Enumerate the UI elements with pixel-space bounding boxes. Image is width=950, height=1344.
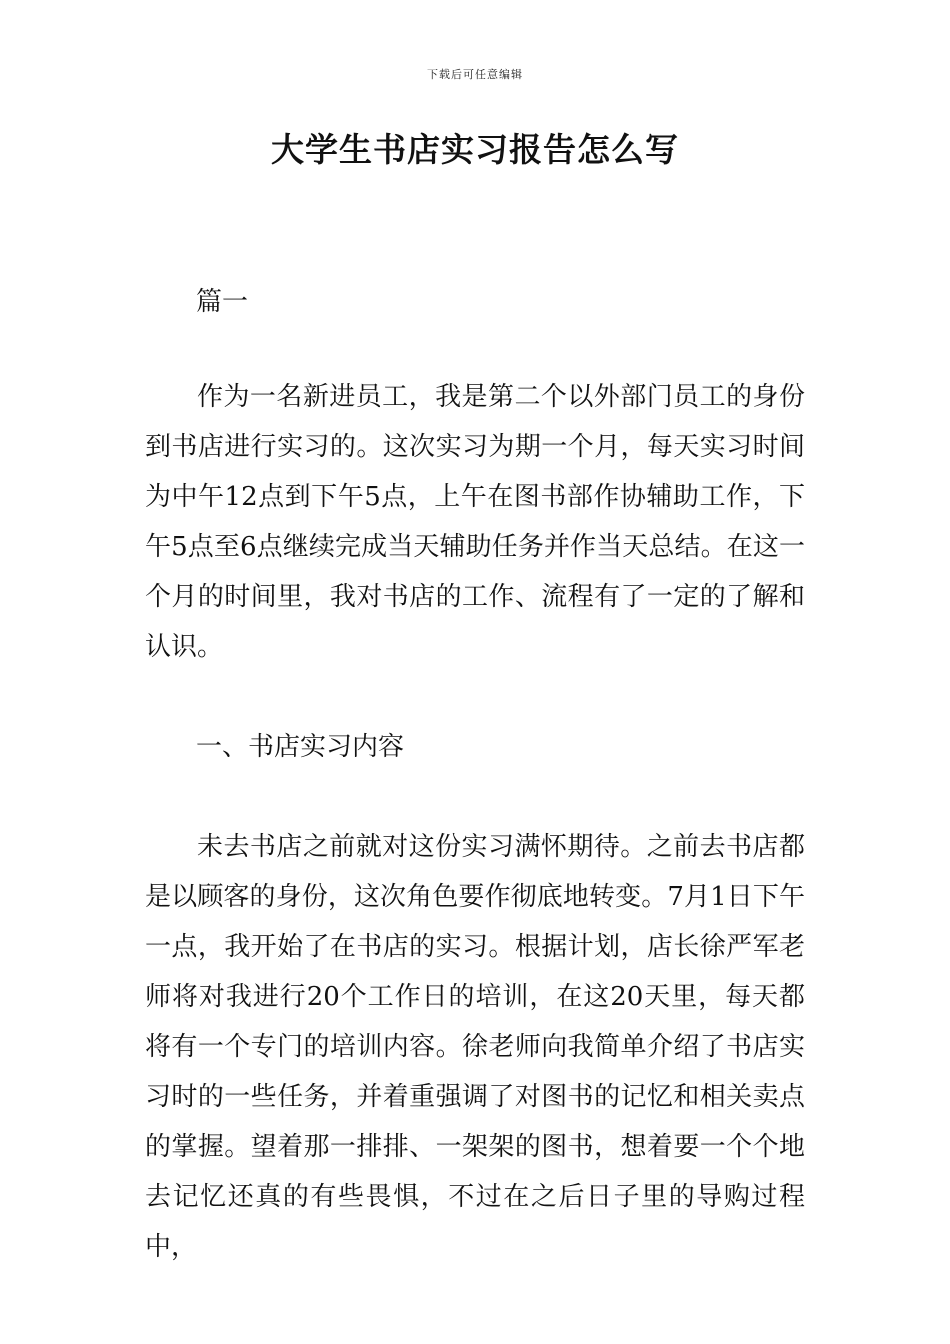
paragraph-intro: 作为一名新进员工，我是第二个以外部门员工的身份到书店进行实习的。这次实习为期一个月，每天实习时间为中午12点到下午5点，上午在图书部作协辅助工作，下午5点至6点继续完成当天辅助任务并作当天总结。在这一个月的时间里，我对书店的工作、流程有了一定的了解和认识。 bbox=[145, 382, 805, 662]
document-title: 大学生书店实习报告怎么写 bbox=[271, 130, 679, 169]
section-label: 篇一 bbox=[196, 287, 249, 317]
section-heading: 一、书店实习内容 bbox=[196, 732, 405, 762]
paragraph-content: 未去书店之前就对这份实习满怀期待。之前去书店都是以顾客的身份，这次角色要作彻底地转变。7月1日下午一点，我开始了在书店的实习。根据计划，店长徐严军老师将对我进行20个工作日的培训，在这20天里，每天都将有一个专门的培训内容。徐老师向我简单介绍了书店实习时的一些任务，并着重强调了对图书的记忆和相关卖点的掌握。望着那一排排、一架架的图书，想着要一个个地去记忆还真的有些畏惧，不过在之后日子里的导购过程中， bbox=[145, 832, 805, 1262]
header-note: 下载后可任意编辑 bbox=[427, 68, 523, 81]
